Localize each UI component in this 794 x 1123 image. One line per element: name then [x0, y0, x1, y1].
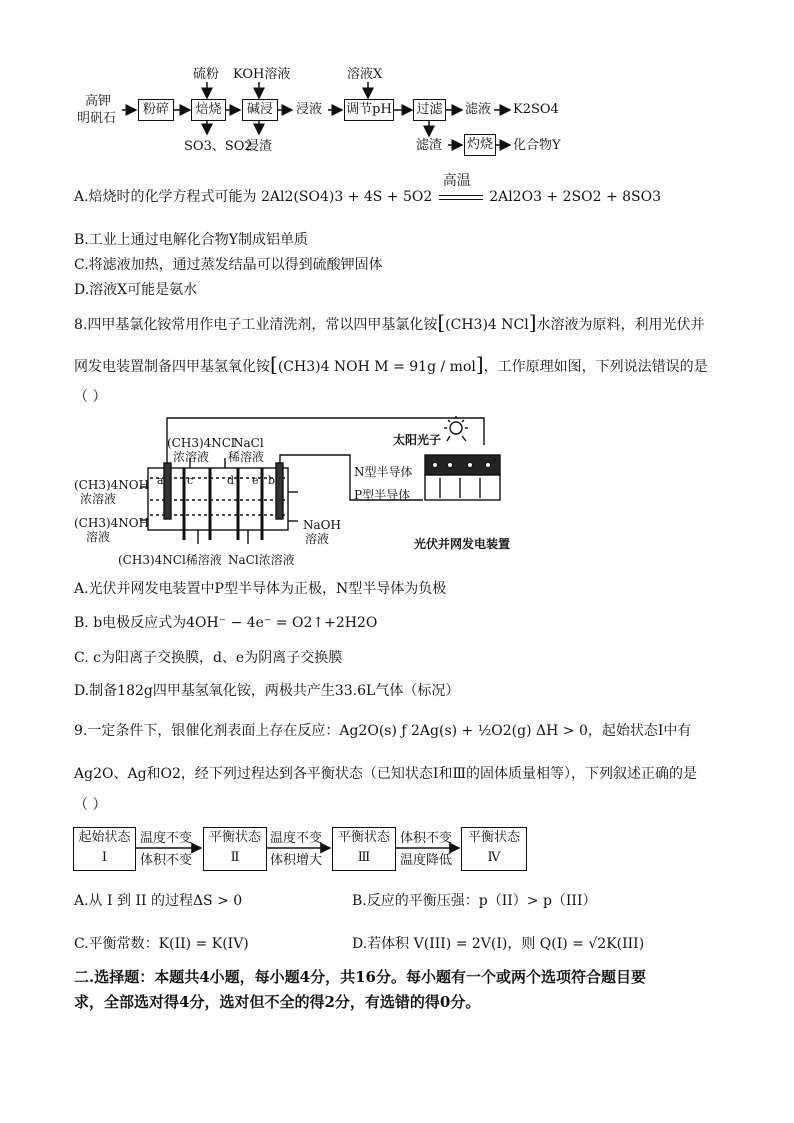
q9-stem-1b: Ag2O(s) ƒ 2Ag(s) + ½O2(g) ΔH > 0	[339, 723, 588, 739]
q8-option-a: A.光伏并网发电装置中P型半导体为正极，N型半导体为负极	[74, 581, 447, 597]
q9-cond-3a: 体积不变	[400, 831, 453, 846]
q7-condition: 高温	[442, 173, 471, 189]
flow-step-ph: 调节pH	[344, 99, 394, 121]
q8-stem-2b: (CH3)4 NOH M = 91g / mol	[277, 359, 476, 375]
section2-line1: 二.选择题：本题共4小题，每小题4分，共16分。每小题有一个或两个选项符合题目要	[74, 968, 646, 986]
flow-product-y: 化合物Y	[513, 138, 561, 153]
q9-stem-1a: 9.一定条件下，银催化剂表面上存在反应：	[74, 723, 340, 739]
q8-option-c: C. c为阳离子交换膜，d、e为阴离子交换膜	[74, 650, 343, 666]
diagram-top-left-1: (CH3)4NCl	[167, 436, 235, 450]
diagram-right-2: 溶液	[305, 532, 330, 546]
flow-start-label-2: 明矾石	[77, 111, 117, 126]
q8-stem-1a: 8.四甲基氯化铵常用作电子工业清洗剂，常以四甲基氯化铵	[74, 317, 438, 333]
q9-state-2-numeral: Ⅱ	[230, 850, 240, 865]
flow-step-roast: 焙烧	[191, 99, 226, 121]
q8-stem-1b: (CH3)4 NCl	[445, 317, 529, 333]
diagram-label-e: e	[252, 474, 259, 487]
flow-leach-liquid: 浸液	[296, 102, 323, 117]
flow-step-alkali: 碱浸	[242, 99, 278, 121]
flow-filter-residue: 滤渣	[416, 138, 443, 153]
flow-input-x: 溶液X	[347, 67, 383, 82]
diagram-top-left-2: 浓溶液	[173, 450, 210, 464]
q8-stem-2c: ，工作原理如图，下列说法错误的是	[483, 359, 708, 375]
diagram-label-c: c	[187, 474, 194, 487]
diagram-left-1b: 浓溶液	[80, 492, 117, 506]
q7-option-c: C.将滤液加热，通过蒸发结晶可以得到硫酸钾固体	[74, 257, 383, 273]
flow-filtrate: 滤液	[465, 102, 492, 117]
diagram-right-1: NaOH	[303, 518, 341, 532]
q8-paren: （ ）	[74, 389, 107, 405]
diagram-bottom-mid: NaCl浓溶液	[228, 553, 295, 567]
q9-state-2	[203, 827, 267, 871]
q9-state-2-title: 平衡状态	[208, 830, 261, 845]
section2-line2: 求，全部选对得4分，选对但不全的得2分，有选错的得0分。	[74, 993, 481, 1011]
q9-cond-3b: 温度降低	[400, 853, 453, 868]
q9-state-3-numeral: Ⅲ	[357, 850, 371, 865]
q9-stem-line2: Ag2O、Ag和O2，经下列过程达到各平衡状态（已知状态Ⅰ和Ⅲ的固体质量相等），下列叙述正确的是	[74, 766, 697, 782]
flow-product-k2so4: K2SO4	[513, 102, 559, 117]
q7-option-b: B.工业上通过电解化合物Y制成铝单质	[74, 232, 308, 248]
flow-input-sulfur: 硫粉	[193, 67, 220, 82]
q9-cond-1b: 体积不变	[140, 853, 193, 868]
q9-state-3-title: 平衡状态	[337, 830, 390, 845]
flow-out-gases: SO3、SO2	[184, 139, 253, 154]
q7-option-a-eq-left: 2Al2(SO4)3 + 4S + 5O2	[261, 189, 433, 205]
flow-start-label-1: 高钾	[85, 94, 112, 109]
q9-option-b: B.反应的平衡压强：p（II）> p（III）	[352, 893, 597, 909]
q9-state-4-numeral: Ⅳ	[487, 850, 501, 865]
q8-stem-line2: 网发电装置制备四甲基氢氧化铵[(CH3)4 NOH M = 91g / mol]，工作原理如图，下列说法错误的是	[74, 352, 708, 376]
diagram-n-type: N型半导体	[354, 465, 413, 479]
flow-step-crush: 粉碎	[138, 99, 174, 121]
diagram-left-1a: (CH3)4NOH	[74, 478, 150, 492]
q7-option-a-prefix: A.焙烧时的化学方程式可能为	[74, 189, 257, 205]
diagram-sun-label: 太阳光子	[393, 433, 442, 447]
diagram-bottom-left: (CH3)4NCl稀溶液	[118, 553, 222, 567]
q9-state-1-numeral: Ⅰ	[101, 850, 108, 865]
diagram-top-mid-1: NaCl	[233, 436, 264, 450]
q9-option-d: D.若体积 V(III) = 2V(I)，则 Q(I) = √2K(III)	[352, 936, 645, 952]
q7-option-a-eq-right: 2Al2O3 + 2SO2 + 8SO3	[489, 189, 662, 205]
diagram-left-2b: 溶液	[86, 530, 111, 544]
diagram-p-type: P型半导体	[354, 488, 411, 502]
q9-option-a: A.从 I 到 II 的过程ΔS > 0	[74, 893, 243, 909]
flow-step-burn: 灼烧	[464, 134, 496, 156]
q9-cond-2a: 温度不变	[270, 831, 323, 846]
q9-state-4-title: 平衡状态	[467, 830, 520, 845]
q9-state-4	[461, 827, 527, 871]
q9-cond-2b: 体积增大	[270, 853, 323, 868]
flow-step-filter: 过滤	[413, 99, 446, 121]
diagram-device-label: 光伏并网发电装置	[414, 537, 511, 551]
q9-state-3	[332, 827, 396, 871]
q9-option-c: C.平衡常数：K(II) = K(IV)	[74, 936, 249, 952]
q8-option-b: B. b电极反应式为4OH⁻ − 4e⁻ = O2↑+2H2O	[74, 615, 378, 631]
q8-stem-2a: 网发电装置制备四甲基氢氧化铵	[74, 359, 270, 375]
q9-state-1	[73, 827, 136, 871]
diagram-top-mid-2: 稀溶液	[228, 450, 265, 464]
diagram-label-b: b	[268, 474, 276, 487]
diagram-label-a: a	[157, 474, 164, 487]
q8-option-d: D.制备182g四甲基氢氧化铵，两极共产生33.6L气体（标况）	[74, 683, 460, 699]
q9-state-1-title: 起始状态	[78, 830, 131, 845]
diagram-left-2a: (CH3)4NOH	[74, 516, 150, 530]
q9-stem-1c: ，起始状态Ⅰ中有	[587, 723, 692, 739]
flow-out-residue: 浸渣	[246, 139, 273, 154]
flow-input-koh: KOH溶液	[233, 67, 291, 82]
q9-cond-1a: 温度不变	[140, 831, 193, 846]
q8-stem-line1: 8.四甲基氯化铵常用作电子工业清洗剂，常以四甲基氯化铵[(CH3)4 NCl]水溶液为原料，利用光伏并	[74, 310, 705, 334]
diagram-label-d: d	[227, 474, 235, 487]
q8-stem-1c: 水溶液为原料，利用光伏并	[536, 317, 705, 333]
q7-option-d: D.溶液X可能是氨水	[74, 282, 198, 298]
q9-paren: （ ）	[74, 797, 107, 813]
